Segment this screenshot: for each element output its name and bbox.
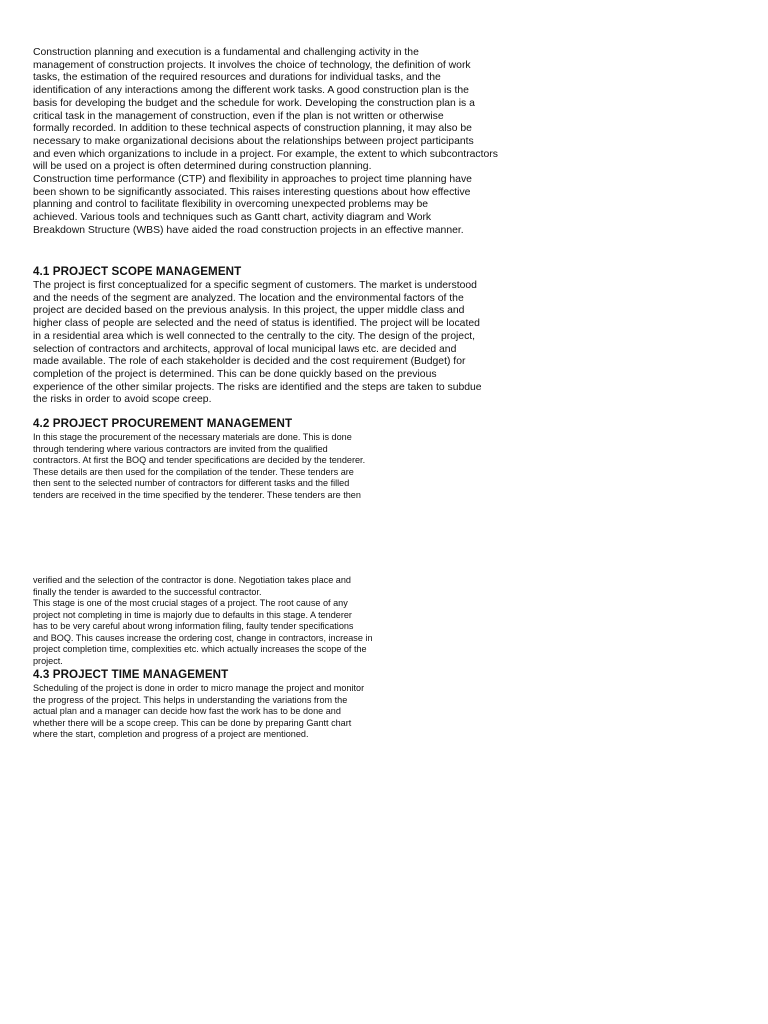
scope-line: the risks in order to avoid scope creep. (33, 394, 212, 406)
scope-line: The project is first conceptualized for a specific segment of customers. The market is understood (33, 280, 477, 291)
scope-line: project are decided based on the previous analysis. In this project, the upper middle class and (33, 305, 465, 317)
procurement-line: verified and the selection of the contractor is done. Negotiation takes place and (33, 575, 351, 585)
scope-line: experience of the other similar projects. The risks are identified and the steps are taken to subdue (33, 381, 482, 393)
procurement-line: In this stage the procurement of the necessary materials are done. This is done (33, 432, 352, 442)
time-line: where the start, completion and progress of a project are mentioned. (33, 729, 309, 739)
intro-line: necessary to make organizational decisions about the relationships between project participants (33, 135, 474, 147)
procurement-line: This stage is one of the most crucial stages of a project. The root cause of any (33, 598, 348, 608)
section-heading-scope: 4.1 PROJECT SCOPE MANAGEMENT (33, 265, 242, 278)
scope-paragraph (33, 280, 482, 407)
procurement-line: tenders are received in the time specified by the tenderer. These tenders are then (33, 489, 361, 500)
section-heading-procurement: 4.2 PROJECT PROCUREMENT MANAGEMENT (33, 417, 293, 430)
intro-line: and even which organizations to include in a project. For example, the extent to which subcontractors (33, 148, 498, 160)
section-heading-time: 4.3 PROJECT TIME MANAGEMENT (33, 668, 229, 681)
intro-line: been shown to be significantly associated. This raises interesting questions about how effective (33, 186, 471, 198)
scope-line: completion of the project is determined. This can be done quickly based on the previous (33, 368, 437, 380)
intro-line: formally recorded. In addition to these technical aspects of construction planning, it may also be (33, 123, 472, 135)
procurement-paragraph-top (33, 432, 365, 501)
intro-paragraph (33, 47, 498, 238)
intro-line: identification of any interactions among the different work tasks. A good construction plan is the (33, 85, 469, 97)
procurement-line: project completion time, complexities etc. which actually increases the scope of the (33, 644, 367, 654)
intro-line: achieved. Various tools and techniques such as Gantt chart, activity diagram and Work (33, 212, 432, 224)
procurement-line: These details are then used for the compilation of the tender. These tenders are (33, 466, 354, 477)
procurement-line: project not completing in time is majorly due to defaults in this stage. A tenderer (33, 609, 352, 620)
time-line: Scheduling of the project is done in order to micro manage the project and monitor (33, 683, 365, 693)
intro-line: Construction planning and execution is a fundamental and challenging activity in the (33, 47, 419, 58)
procurement-line: finally the tender is awarded to the successful contractor. (33, 586, 262, 597)
intro-line: tasks, the estimation of the required resources and durations for individual tasks, and the (33, 72, 441, 84)
scope-line: higher class of people are selected and the need of status is identified. The project will be located (33, 318, 480, 330)
intro-line: will be used on a project is often determined during construction planning. (33, 161, 372, 173)
intro-line: management of construction projects. It involves the choice of technology, the definition of work (33, 59, 471, 71)
scope-line: made available. The role of each stakeholder is decided and the cost requirement (Budget) for (33, 356, 466, 368)
scope-line: selection of contractors and architects, approval of local municipal laws etc. are decided and (33, 343, 457, 355)
intro-line: Breakdown Structure (WBS) have aided the road construction projects in an effective manner. (33, 224, 464, 236)
intro-line: basis for developing the budget and the schedule for work. Developing the construction plan is a (33, 97, 475, 109)
procurement-line: then sent to the selected number of contractors for different tasks and the filled (33, 478, 350, 488)
intro-line: critical task in the management of construction, even if the plan is not written or otherwise (33, 110, 444, 122)
intro-line: Construction time performance (CTP) and flexibility in approaches to project time planning have (33, 174, 472, 186)
intro-line: planning and control to facilitate flexibility in overcoming unexpected problems may be (33, 199, 429, 211)
time-line: the progress of the project. This helps in understanding the variations from the (33, 694, 348, 705)
procurement-paragraph-bottom (33, 575, 373, 667)
scope-line: in a residential area which is well connected to the centrally to the city. The design of the project, (33, 330, 476, 342)
procurement-line: has to be very careful about wrong information filing, faulty tender specifications (33, 621, 354, 631)
procurement-line: contractors. At first the BOQ and tender specifications are decided by the tenderer. (33, 455, 366, 465)
procurement-line: through tendering where various contractors are invited from the qualified (33, 443, 328, 454)
procurement-line: project. (33, 655, 63, 666)
time-line: whether there will be a scope creep. This can be done by preparing Gantt chart (33, 717, 352, 728)
procurement-line: and BOQ. This causes increase the ordering cost, change in contractors, increase in (33, 632, 373, 643)
scope-line: and the needs of the segment are analyzed. The location and the environmental factors of the (33, 292, 464, 304)
time-paragraph (33, 683, 364, 741)
time-line: actual plan and a manager can decide how fast the work has to be done and (33, 706, 341, 716)
